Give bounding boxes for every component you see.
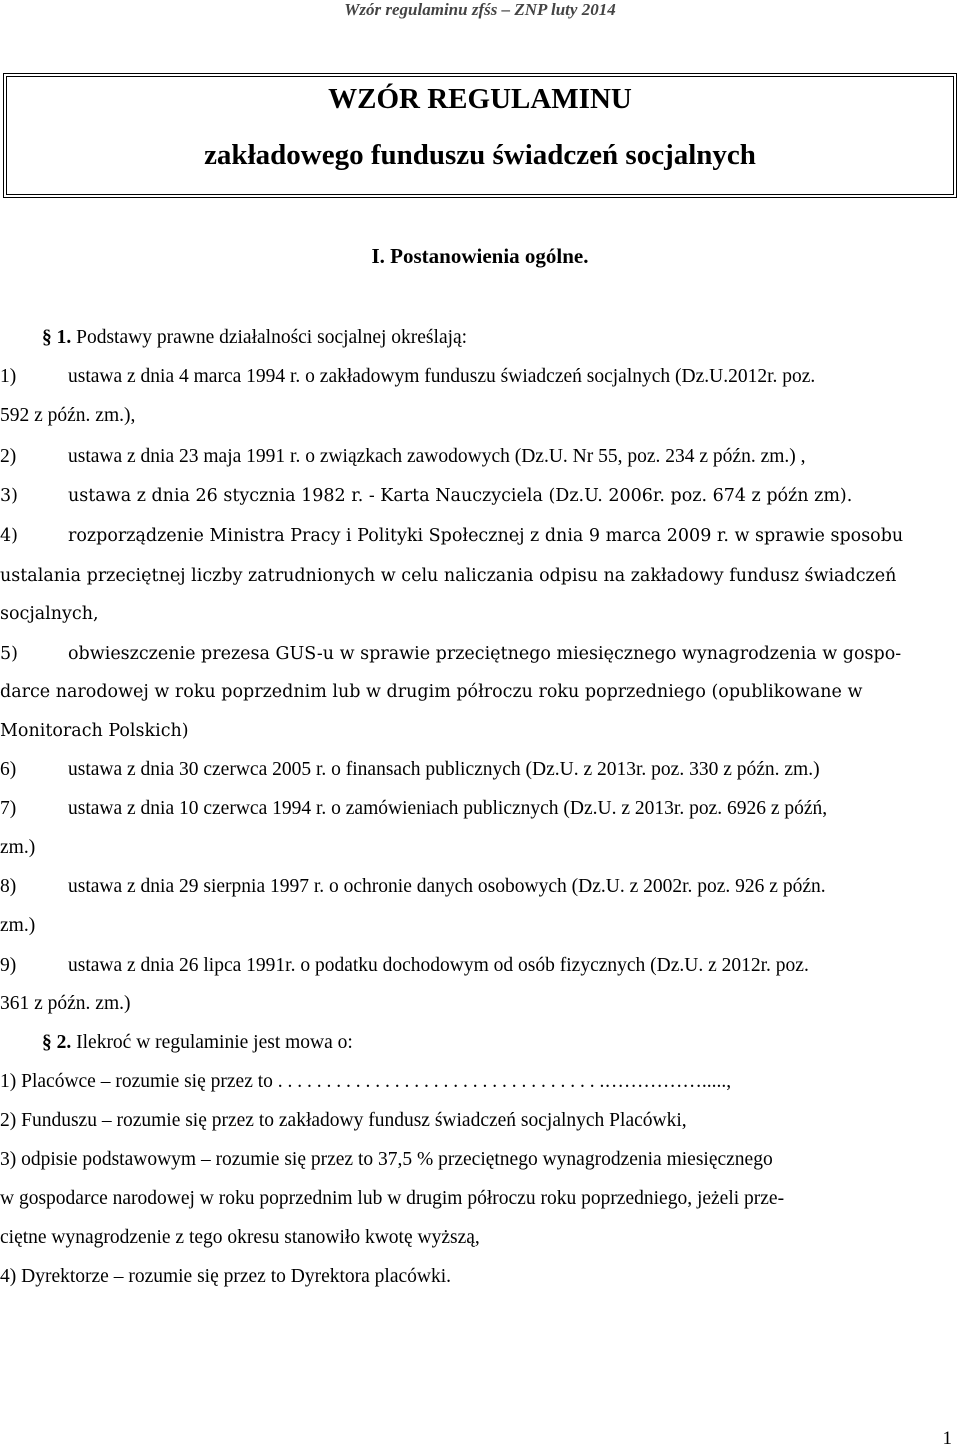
definition-1: 1) Placówce – rozumie się przez to . . . . . . . . . . . . . . . . . . . . . . . . . . . . . . . . . .……………....., <box>0 1071 732 1092</box>
paragraph-sign: § <box>42 327 52 348</box>
list-item-2: 2) ustawa z dnia 23 maja 1991 r. o związkach zawodowych (Dz.U. Nr 55, poz. 234 z późn. zm.) , <box>0 446 806 467</box>
paragraph-intro: Ilekroć w regulaminie jest mowa o: <box>76 1032 353 1053</box>
list-item-3: 3) ustawa z dnia 26 stycznia 1982 r. - Karta Nauczyciela (Dz.U. 2006r. poz. 674 z późn zm). <box>0 486 853 506</box>
list-item-7: 7) ustawa z dnia 10 czerwca 1994 r. o zamówieniach publicznych (Dz.U. z 2013r. poz. 6926 z późń, <box>0 798 828 819</box>
document-title: WZÓR REGULAMINU <box>328 83 632 115</box>
page-number: 1 <box>942 1428 952 1449</box>
definition-3-cont: w gospodarce narodowej w roku poprzednim lub w drugim półroczu roku poprzedniego, jeżeli prze- <box>0 1188 785 1209</box>
list-item-6: 6) ustawa z dnia 30 czerwca 2005 r. o finansach publicznych (Dz.U. z 2013r. poz. 330 z późn. zm.) <box>0 759 820 780</box>
section-heading: I. Postanowienia ogólne. <box>371 244 589 268</box>
definition-3: 3) odpisie podstawowym – rozumie się przez to 37,5 % przeciętnego wynagrodzenia miesięcznego <box>0 1149 773 1170</box>
list-item-5: 5) obwieszczenie prezesa GUS-u w sprawie przeciętnego miesięcznego wynagrodzenia w gospo- <box>0 644 902 664</box>
definition-2: 2) Funduszu – rozumie się przez to zakładowy fundusz świadczeń socjalnych Placówki, <box>0 1110 687 1131</box>
list-item-5-cont2: Monitorach Polskich) <box>0 721 189 741</box>
list-item-5-cont: darce narodowej w roku poprzednim lub w drugim półroczu roku poprzedniego (opublikowane w <box>0 682 863 702</box>
definition-3-cont2: ciętne wynagrodzenie z tego okresu stanowiło kwotę wyższą, <box>0 1227 480 1248</box>
header-note: Wzór regulaminu zfśs – ZNP luty 2014 <box>344 0 616 19</box>
list-item-4-cont2: socjalnych, <box>0 604 99 624</box>
list-item-4-cont: ustalania przeciętnej liczby zatrudnionych w celu naliczania odpisu na zakładowy fundusz świadczeń <box>0 566 897 586</box>
paragraph-2-heading <box>42 1032 353 1054</box>
definition-4: 4) Dyrektorze – rozumie się przez to Dyrektora placówki. <box>0 1266 452 1287</box>
list-item-4: 4) rozporządzenie Ministra Pracy i Polityki Społecznej z dnia 9 marca 2009 r. w sprawie sposobu <box>0 526 904 546</box>
paragraph-number: 1. <box>56 327 72 348</box>
list-item-7-cont: zm.) <box>0 837 36 858</box>
list-item-8-cont: zm.) <box>0 915 36 936</box>
paragraph-1-heading <box>42 327 467 349</box>
list-item-9-cont: 361 z późn. zm.) <box>0 993 131 1014</box>
paragraph-number: 2. <box>56 1032 72 1053</box>
list-item-1-cont: 592 z późn. zm.), <box>0 405 136 426</box>
list-item-8: 8) ustawa z dnia 29 sierpnia 1997 r. o ochronie danych osobowych (Dz.U. z 2002r. poz. 926 z późn. <box>0 876 826 897</box>
list-item-9: 9) ustawa z dnia 26 lipca 1991r. o podatku dochodowym od osób fizycznych (Dz.U. z 2012r. poz. <box>0 955 809 976</box>
document-subtitle: zakładowego funduszu świadczeń socjalnych <box>204 139 756 171</box>
list-item-1: 1) ustawa z dnia 4 marca 1994 r. o zakładowym funduszu świadczeń socjalnych (Dz.U.2012r. poz. <box>0 366 816 387</box>
title-box <box>6 76 954 195</box>
paragraph-sign: § <box>42 1032 52 1053</box>
paragraph-intro: Podstawy prawne działalności socjalnej określają: <box>76 327 468 348</box>
